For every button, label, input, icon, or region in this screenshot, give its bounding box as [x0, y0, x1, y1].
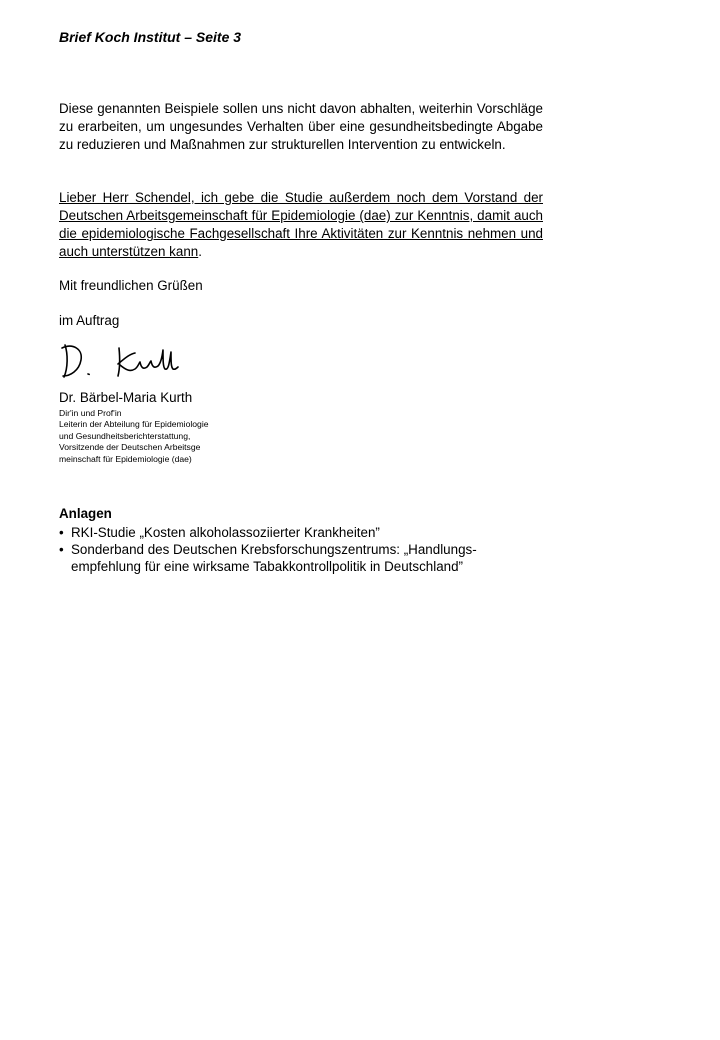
attachment-item: [59, 524, 477, 541]
signer-title-line: und Gesundheitsberichterstattung,: [59, 430, 191, 441]
signer-name: Dr. Bärbel-Maria Kurth: [59, 390, 193, 405]
signer-title-block: [59, 408, 209, 465]
bullet-mark: •: [59, 525, 64, 540]
handwritten-signature: [59, 340, 179, 382]
body-paragraph-1: Diese genannten Beispiele sollen uns nicht davon abhalten, weiterhin Vorschläge zu erarbeiten, um ungesundes Verhalten über eine gesundheitsbedingte Abgabe zu reduzieren und Maßnahmen zur strukturellen Intervention zu entwickeln.: [59, 101, 543, 152]
underlined-text: Lieber Herr Schendel, ich gebe die Studie außerdem noch dem Vorstand der Deutschen Arbeitsgemeinschaft für Epidemiologie (dae) zur Kenntnis, damit auch die epidemiologische Fachgesellschaft Ihre Aktivitäten zur Kenntnis nehmen und auch unterstützen kann: [59, 190, 543, 259]
signer-title-line: Leiterin der Abteilung für Epidemiologie: [59, 419, 209, 430]
signer-title-line: Dir'in und Prof'in: [59, 408, 122, 418]
body-paragraph-2: [59, 189, 543, 261]
attachment-item: [59, 541, 477, 575]
attachment-text: RKI-Studie „Kosten alkoholassoziierter Krankheiten”: [71, 525, 380, 540]
attachment-text: Sonderband des Deutschen Krebsforschungszentrums: „Handlungs-: [71, 542, 477, 557]
page-header: Brief Koch Institut – Seite 3: [59, 29, 242, 45]
signer-title-line: meinschaft für Epidemiologie (dae): [59, 453, 192, 464]
attachment-text-continued: empfehlung für eine wirksame Tabakkontrollpolitik in Deutschland”: [71, 559, 464, 574]
on-behalf-note: im Auftrag: [59, 313, 120, 328]
signer-title-line: Vorsitzende der Deutschen Arbeitsge: [59, 442, 201, 453]
attachments-list: [59, 524, 477, 575]
bullet-mark: •: [59, 542, 64, 557]
paragraph-end-punctuation: .: [198, 244, 202, 259]
closing-salutation: Mit freundlichen Grüßen: [59, 278, 203, 293]
attachments-heading: Anlagen: [59, 506, 112, 521]
